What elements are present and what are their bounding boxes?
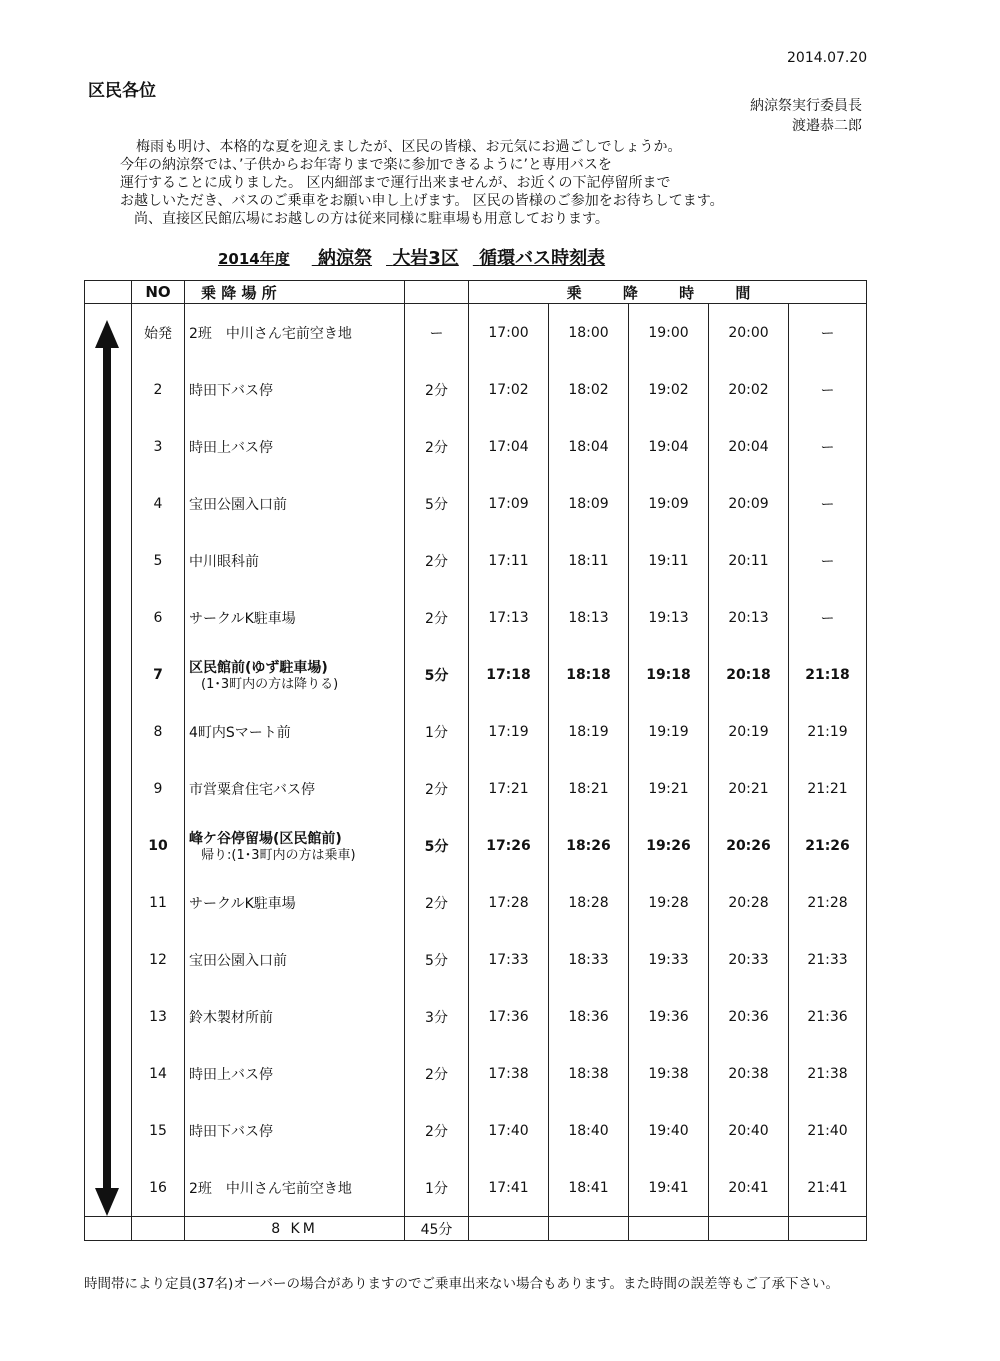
table-row <box>85 361 867 418</box>
stop-number: 9 <box>132 760 185 817</box>
departure-time: 21:21 <box>789 760 867 817</box>
stop-number: 2 <box>132 361 185 418</box>
travel-minutes: 3分 <box>405 988 469 1045</box>
departure-time: 20:11 <box>709 532 789 589</box>
title-event: 納涼祭 <box>318 248 373 269</box>
departure-time: 18:28 <box>549 874 629 931</box>
departure-time: 20:33 <box>709 931 789 988</box>
letter-body <box>120 138 880 228</box>
departure-time: 18:18 <box>549 646 629 703</box>
travel-minutes: 5分 <box>405 817 469 874</box>
stop-label: 時田下バス停 <box>189 1123 273 1140</box>
stop-number: 10 <box>132 817 185 874</box>
stop-number: 5 <box>132 532 185 589</box>
table-row <box>85 304 867 362</box>
header-stop: 乗 降 場 所 <box>185 281 405 304</box>
departure-time: 20:09 <box>709 475 789 532</box>
stop-name <box>185 988 405 1045</box>
stop-number: 11 <box>132 874 185 931</box>
departure-time: 19:09 <box>629 475 709 532</box>
departure-time: 18:09 <box>549 475 629 532</box>
stop-number: 16 <box>132 1159 185 1217</box>
travel-minutes: 2分 <box>405 532 469 589</box>
stop-label: 4町内Sマート前 <box>189 724 291 741</box>
departure-time: 21:28 <box>789 874 867 931</box>
departure-time: 18:36 <box>549 988 629 1045</box>
departure-time: 19:36 <box>629 988 709 1045</box>
departure-time: 19:11 <box>629 532 709 589</box>
departure-time: 18:21 <box>549 760 629 817</box>
stop-name <box>185 874 405 931</box>
title-year: 2014年度 <box>218 250 290 268</box>
stop-label: 宝田公園入口前 <box>189 952 287 969</box>
stop-number: 8 <box>132 703 185 760</box>
stop-label: 時田下バス停 <box>189 382 273 399</box>
stop-label: 区民館前(ゆず駐車場) <box>189 659 328 676</box>
stop-number: 始発 <box>132 304 185 362</box>
stop-number: 7 <box>132 646 185 703</box>
body-line: 梅雨も明け、本格的な夏を迎えましたが、区民の皆様、お元気にお過ごしでしょうか。 <box>136 139 682 155</box>
departure-time: 19:04 <box>629 418 709 475</box>
timetable-title <box>218 244 605 270</box>
stop-name <box>185 304 405 362</box>
travel-minutes: 2分 <box>405 361 469 418</box>
travel-minutes: 5分 <box>405 646 469 703</box>
departure-time: 18:00 <box>549 304 629 362</box>
stop-label: 市営粟倉住宅バス停 <box>189 781 315 798</box>
departure-time: 19:13 <box>629 589 709 646</box>
departure-time: 17:40 <box>469 1102 549 1159</box>
stop-name <box>185 817 405 874</box>
departure-time: 18:04 <box>549 418 629 475</box>
departure-time: 19:33 <box>629 931 709 988</box>
departure-time: 19:21 <box>629 760 709 817</box>
departure-time: 19:18 <box>629 646 709 703</box>
departure-time: 19:28 <box>629 874 709 931</box>
departure-time: 18:02 <box>549 361 629 418</box>
total-minutes: 45分 <box>405 1217 469 1241</box>
departure-time: 17:33 <box>469 931 549 988</box>
departure-time: ー <box>789 475 867 532</box>
departure-time: 19:19 <box>629 703 709 760</box>
departure-time: 18:38 <box>549 1045 629 1102</box>
travel-minutes: 5分 <box>405 931 469 988</box>
stop-number: 15 <box>132 1102 185 1159</box>
table-row <box>85 760 867 817</box>
stop-label: 時田上バス停 <box>189 1066 273 1083</box>
departure-time: 18:19 <box>549 703 629 760</box>
departure-time: 17:41 <box>469 1159 549 1217</box>
committee-name: 納涼祭実行委員長 <box>750 98 862 114</box>
stop-number: 13 <box>132 988 185 1045</box>
departure-time: 17:04 <box>469 418 549 475</box>
departure-time: 18:40 <box>549 1102 629 1159</box>
stop-number: 12 <box>132 931 185 988</box>
departure-time: 17:13 <box>469 589 549 646</box>
table-row <box>85 931 867 988</box>
departure-time: 21:18 <box>789 646 867 703</box>
travel-minutes: 2分 <box>405 589 469 646</box>
title-district: 大岩3区 <box>392 248 459 269</box>
departure-time: 20:21 <box>709 760 789 817</box>
departure-time: 18:26 <box>549 817 629 874</box>
departure-time: 17:09 <box>469 475 549 532</box>
departure-time: 20:00 <box>709 304 789 362</box>
addressee: 区民各位 <box>88 81 156 101</box>
departure-time: 17:00 <box>469 304 549 362</box>
departure-time: 21:41 <box>789 1159 867 1217</box>
travel-minutes: 2分 <box>405 1045 469 1102</box>
stop-label: 鈴木製材所前 <box>189 1009 273 1026</box>
table-row <box>85 646 867 703</box>
stop-name <box>185 703 405 760</box>
departure-time: 20:02 <box>709 361 789 418</box>
stop-name <box>185 1045 405 1102</box>
departure-time: 20:13 <box>709 589 789 646</box>
timetable <box>84 280 867 1241</box>
stop-name <box>185 475 405 532</box>
departure-time: ー <box>789 304 867 362</box>
departure-time: 19:40 <box>629 1102 709 1159</box>
stop-label: 宝田公園入口前 <box>189 496 287 513</box>
stop-label: 中川眼科前 <box>189 553 259 570</box>
departure-time: 19:26 <box>629 817 709 874</box>
stop-name <box>185 589 405 646</box>
departure-time: 20:38 <box>709 1045 789 1102</box>
departure-time: 17:38 <box>469 1045 549 1102</box>
stop-number: 3 <box>132 418 185 475</box>
travel-minutes: 2分 <box>405 874 469 931</box>
stop-label: サークルK駐車場 <box>189 610 296 627</box>
departure-time: 21:40 <box>789 1102 867 1159</box>
stop-name <box>185 931 405 988</box>
stop-label: サークルK駐車場 <box>189 895 296 912</box>
body-line: お越しいただき、バスのご乗車をお願い申し上げます。 区民の皆様のご参加をお待ちしてます。 <box>120 193 724 209</box>
travel-minutes: 2分 <box>405 760 469 817</box>
departure-time: 17:11 <box>469 532 549 589</box>
travel-minutes: 2分 <box>405 1102 469 1159</box>
stop-note: 帰り:(1･3町内の方は乗車) <box>201 847 356 863</box>
stop-label: 時田上バス停 <box>189 439 273 456</box>
header-times: 乗 降 時 間 <box>469 281 867 304</box>
departure-time: 20:36 <box>709 988 789 1045</box>
stop-note: (1･3町内の方は降りる) <box>201 676 339 692</box>
stop-name <box>185 361 405 418</box>
stop-name <box>185 760 405 817</box>
stop-number: 6 <box>132 589 185 646</box>
departure-time: 18:11 <box>549 532 629 589</box>
body-line: 運行することに成りました。 区内細部まで運行出来ませんが、お近くの下記停留所まで <box>120 175 671 191</box>
table-row <box>85 1102 867 1159</box>
table-row <box>85 418 867 475</box>
table-row <box>85 817 867 874</box>
table-row <box>85 589 867 646</box>
departure-time: 18:13 <box>549 589 629 646</box>
table-row <box>85 988 867 1045</box>
departure-time: 21:36 <box>789 988 867 1045</box>
table-row <box>85 1045 867 1102</box>
header-no: NO <box>132 281 185 304</box>
stop-number: 4 <box>132 475 185 532</box>
departure-time: 17:36 <box>469 988 549 1045</box>
departure-time: 20:41 <box>709 1159 789 1217</box>
table-row <box>85 874 867 931</box>
departure-time: 17:26 <box>469 817 549 874</box>
departure-time: 21:38 <box>789 1045 867 1102</box>
travel-minutes: 1分 <box>405 1159 469 1217</box>
table-footer <box>85 1217 867 1241</box>
departure-time: 17:19 <box>469 703 549 760</box>
departure-time: 21:33 <box>789 931 867 988</box>
table-row <box>85 532 867 589</box>
departure-time: 19:38 <box>629 1045 709 1102</box>
departure-time: 21:19 <box>789 703 867 760</box>
departure-time: 19:02 <box>629 361 709 418</box>
stop-name <box>185 1102 405 1159</box>
body-line: 尚、直接区民館広場にお越しの方は従来同様に駐車場も用意しております。 <box>134 211 609 227</box>
departure-time: 18:41 <box>549 1159 629 1217</box>
departure-time: 19:00 <box>629 304 709 362</box>
departure-time: 17:18 <box>469 646 549 703</box>
departure-time: 18:33 <box>549 931 629 988</box>
stop-name <box>185 532 405 589</box>
table-row <box>85 1159 867 1217</box>
departure-time: 20:28 <box>709 874 789 931</box>
document-date: 2014.07.20 <box>787 50 868 66</box>
header-blank <box>85 281 132 304</box>
total-distance: 8 KM <box>185 1217 405 1241</box>
stop-name <box>185 418 405 475</box>
departure-time: 20:26 <box>709 817 789 874</box>
stop-name <box>185 1159 405 1217</box>
table-header <box>85 281 867 304</box>
departure-time: 17:21 <box>469 760 549 817</box>
chair-name: 渡邉恭二郎 <box>792 118 862 134</box>
header-blank-2 <box>405 281 469 304</box>
stop-label: 峰ケ谷停留場(区民館前) <box>189 830 342 847</box>
departure-time: 20:40 <box>709 1102 789 1159</box>
departure-time: 20:18 <box>709 646 789 703</box>
table-row <box>85 475 867 532</box>
departure-time: 21:26 <box>789 817 867 874</box>
travel-minutes: 5分 <box>405 475 469 532</box>
travel-minutes: 1分 <box>405 703 469 760</box>
title-name: 循環バス時刻表 <box>479 248 606 269</box>
travel-minutes: 2分 <box>405 418 469 475</box>
stop-number: 14 <box>132 1045 185 1102</box>
body-line: 今年の納涼祭では、’子供からお年寄りまで楽に参加できるように’と専用バスを <box>120 157 612 173</box>
departure-time: ー <box>789 532 867 589</box>
table-row <box>85 703 867 760</box>
footer-note: 時間帯により定員(37名)オーバーの場合がありますのでご乗車出来ない場合もあります。また時間の誤差等もご了承下さい。 <box>84 1276 839 1292</box>
departure-time: 20:04 <box>709 418 789 475</box>
departure-time: ー <box>789 361 867 418</box>
travel-minutes: ー <box>405 304 469 362</box>
stop-name <box>185 646 405 703</box>
departure-time: 19:41 <box>629 1159 709 1217</box>
departure-time: ー <box>789 418 867 475</box>
stop-label: 2班 中川さん宅前空き地 <box>189 1180 352 1197</box>
departure-time: 17:28 <box>469 874 549 931</box>
departure-time: 20:19 <box>709 703 789 760</box>
double-arrow-icon <box>95 320 119 1216</box>
stop-label: 2班 中川さん宅前空き地 <box>189 325 352 342</box>
departure-time: 17:02 <box>469 361 549 418</box>
departure-time: ー <box>789 589 867 646</box>
